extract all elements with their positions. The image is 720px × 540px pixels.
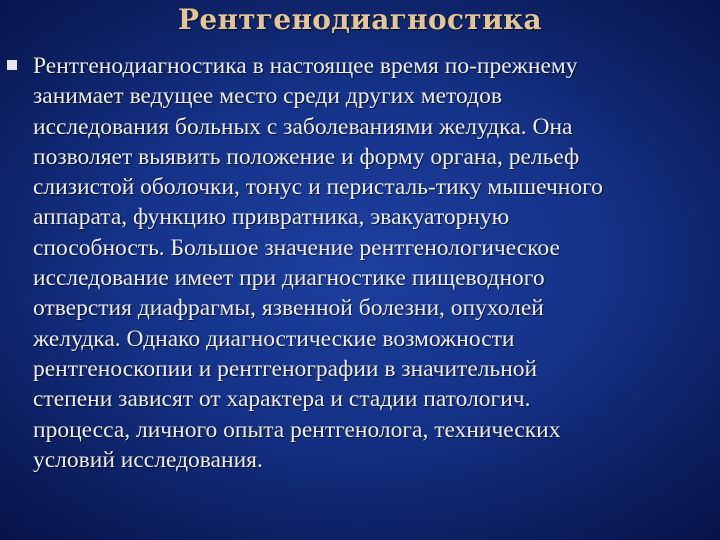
text-line: отверстия диафрагмы, язвенной болезни, опухолей — [33, 295, 544, 322]
text-line: способность. Большое значение рентгенологическое — [33, 234, 560, 261]
text-line: исследование имеет при диагностике пищеводного — [33, 265, 545, 292]
text-line: аппарата, функцию привратника, эвакуаторную — [33, 204, 510, 231]
text-line: процесса, личного опыта рентгенолога, технических — [33, 416, 561, 443]
text-line: позволяет выявить положение и форму органа, рельеф — [33, 143, 580, 170]
slide-body-text — [33, 51, 703, 475]
square-bullet-icon — [7, 60, 17, 70]
slide-title: Рентгенодиагностика — [178, 3, 542, 36]
text-line: слизистой оболочки, тонус и перисталь-тику мышечного — [33, 174, 603, 201]
text-line: условий исследования. — [33, 446, 263, 473]
text-line: Рентгенодиагностика в настоящее время по-прежнему — [33, 53, 578, 79]
text-line: исследования больных с заболеваниями желудка. Она — [33, 113, 573, 140]
text-line: степени зависят от характера и стадии патологич. — [33, 386, 531, 413]
text-line: желудка. Однако диагностические возможности — [33, 325, 515, 352]
text-line: занимает ведущее место среди других методов — [33, 83, 502, 110]
text-line: рентгеноскопии и рентгенографии в значительной — [33, 355, 538, 382]
